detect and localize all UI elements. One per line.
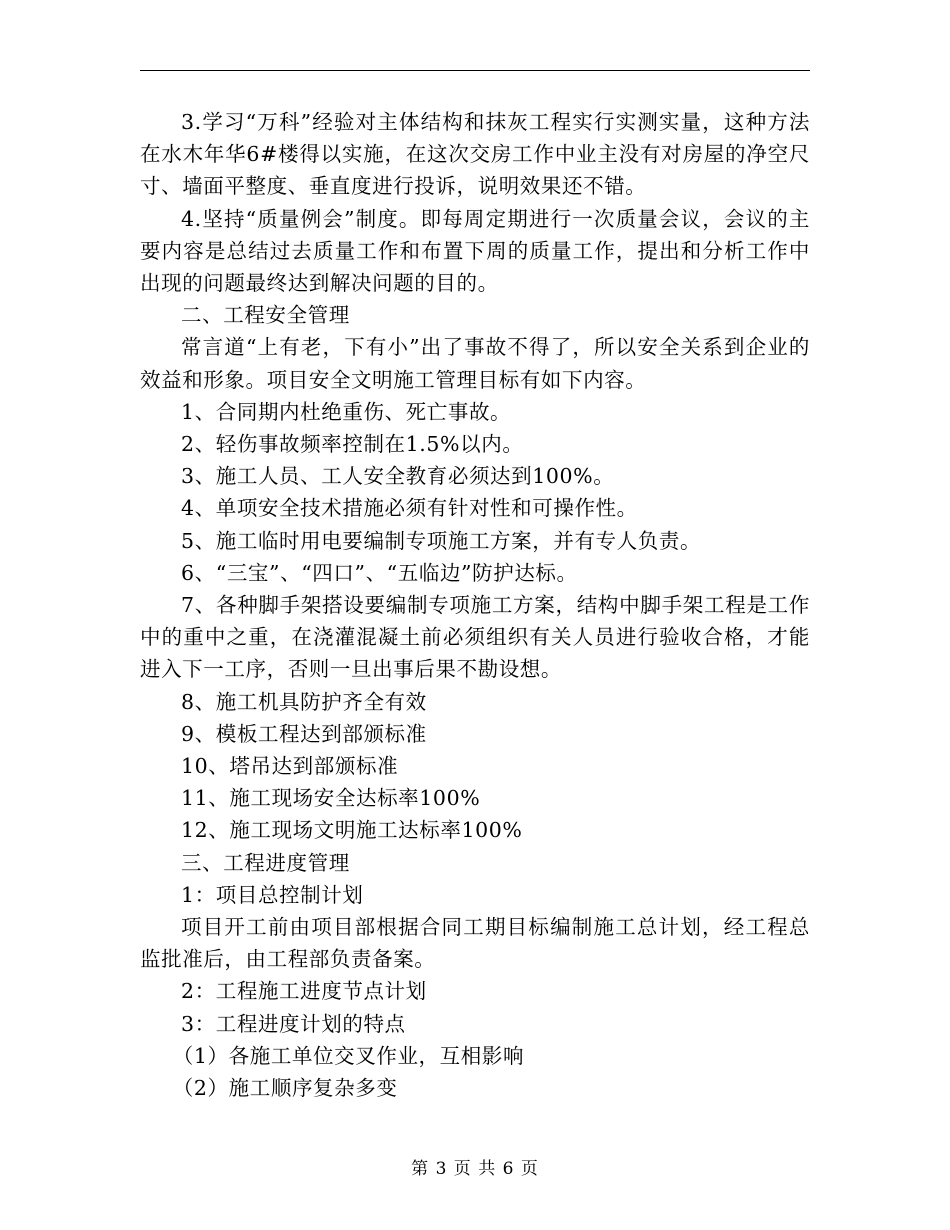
list-item-safety-3: 3、施工人员、工人安全教育必须达到100%。 <box>181 464 615 489</box>
paragraph-safety-intro: 常言道“上有老，下有小”出了事故不得了，所以安全关系到企业的效益和形象。项目安全文明施工管理目标有如下内容。 <box>140 335 810 392</box>
page-footer: 第 3 页 共 6 页 <box>411 1159 539 1179</box>
section-heading-progress: 三、工程进度管理 <box>181 850 350 875</box>
list-item-feature-2: （2）施工顺序复杂多变 <box>172 1076 398 1101</box>
list-item-safety-11: 11、施工现场安全达标率100% <box>181 786 481 811</box>
list-item-safety-5: 5、施工临时用电要编制专项施工方案，并有专人负责。 <box>181 528 702 553</box>
subheading-plan-features: 3：工程进度计划的特点 <box>181 1011 406 1036</box>
list-item-safety-10: 10、塔吊达到部颁标准 <box>181 754 399 779</box>
list-item-feature-1: （1）各施工单位交叉作业，互相影响 <box>172 1043 525 1068</box>
list-item-safety-6: 6、“三宝”、“四口”、“五临边”防护达标。 <box>181 560 578 585</box>
paragraph-item-4-quality-meeting: 4.坚持“质量例会”制度。即每周定期进行一次质量会议，会议的主要内容是总结过去质量工作和布置下周的质量工作，提出和分析工作中出现的问题最终达到解决问题的目的。 <box>140 206 810 296</box>
list-item-safety-12: 12、施工现场文明施工达标率100% <box>181 818 523 843</box>
section-heading-safety: 二、工程安全管理 <box>181 303 350 328</box>
header-rule <box>140 70 810 71</box>
list-item-safety-9: 9、模板工程达到部颁标准 <box>181 721 427 746</box>
list-item-safety-7: 7、各种脚手架搭设要编制专项施工方案，结构中脚手架工程是工作中的重中之重，在浇灌混凝土前必须组织有关人员进行验收合格，才能进入下一工序，否则一旦出事后果不勘设想。 <box>140 593 810 682</box>
subheading-master-plan: 1：项目总控制计划 <box>181 882 364 907</box>
list-item-safety-8: 8、施工机具防护齐全有效 <box>181 689 427 714</box>
list-item-safety-4: 4、单项安全技术措施必须有针对性和可操作性。 <box>181 496 638 521</box>
document-body <box>140 106 810 1104</box>
list-item-safety-2: 2、轻伤事故频率控制在1.5%以内。 <box>181 432 524 457</box>
paragraph-item-3-measurement: 3.学习“万科”经验对主体结构和抹灰工程实行实测实量，这种方法在水木年华6#楼得以实施，在这次交房工作中业主没有对房屋的净空尺寸、墙面平整度、垂直度进行投诉，说明效果还不错。 <box>140 110 810 199</box>
list-item-safety-1: 1、合同期内杜绝重伤、死亡事故。 <box>181 399 512 424</box>
paragraph-master-plan: 项目开工前由项目部根据合同工期目标编制施工总计划，经工程总监批准后，由工程部负责备案。 <box>140 915 810 972</box>
subheading-milestone-plan: 2：工程施工进度节点计划 <box>181 979 427 1004</box>
